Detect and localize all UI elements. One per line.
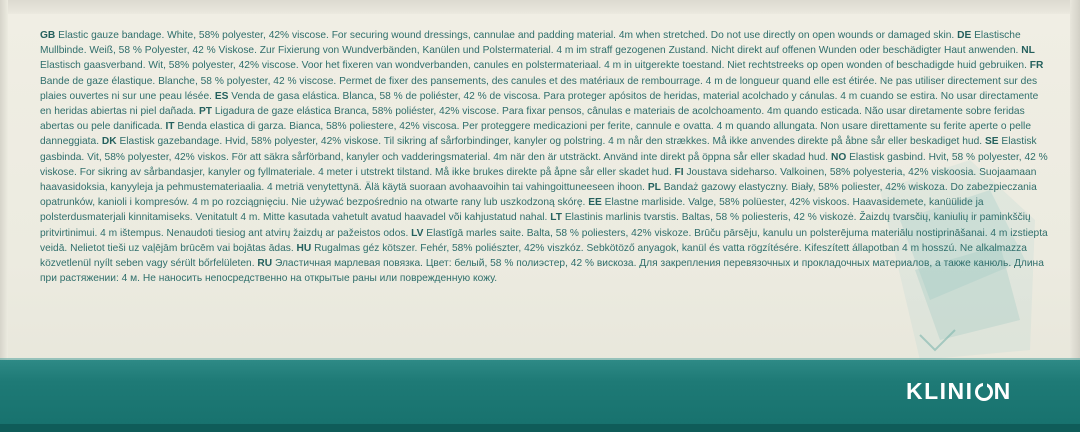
language-code: LT: [550, 212, 562, 224]
language-text: Elastisch gaasverband. Wit, 58% polyester, 42% viscose. Voor het fixeren van wondverbanden, canules en polstermateriaal. 4 m in uitgerekte toestand. Niet rechtstreeks op open wonden of beschadigde huid gebruiken.: [40, 60, 1027, 72]
language-text: Elastisk gazebandage. Hvid, 58% polyester, 42% viskose. Til sikring af sårforbindinger, kanyler og polstring. 4 m når den strækkes. Må ikke anvendes direkte på åbne sår eller beskadiget hud.: [119, 136, 983, 148]
language-code: RU: [257, 258, 273, 270]
language-text: Bande de gaze élastique. Blanche, 58 % polyester, 42 % viscose. Permet de fixer des pansements, des canules et des matériaux de rembourrage. 4 m de longueur quand elle est étirée. Ne pas utiliser directement sur des plaies ouvertes ni sur une peau lésée.: [40, 75, 1038, 102]
language-text: Bandaż gazowy elastyczny. Biały, 58% poliester, 42% wiskoza. Do zabezpieczania opatrunków, kanioli i kompresów. 4 m po rozciągnięciu. Nie używać bezpośrednio na otwarte rany lub uszkodzoną skórę.: [40, 182, 1037, 209]
language-entry-gb: [40, 30, 957, 41]
language-text: Elastic gauze bandage. White, 58% polyester, 42% viscose. For securing wound dressings, cannulae and padding material. 4m when stretched. Do not use directly on open wounds or damaged skin.: [58, 30, 955, 41]
language-text: Elastīgā marles saite. Balta, 58 % poliesters, 42% viskoze. Brūču pārsēju, kanulu un polsterējuma materiālu nostiprināšanai. 4 m izstiepta veidā. Nelietot tieši uz vaļējām brūcēm vai bojātas ādas.: [40, 227, 1048, 254]
language-text: Rugalmas géz kötszer. Fehér, 58% poliészter, 42% viszkóz. Sebkötöző anyagok, kanül és vatta rögzítésére. Kifeszített állapotban 4 m hosszú. Ne alkalmazza közvetlenül nyílt seben vagy sérült bőrfelületen.: [40, 242, 1027, 270]
box-top-edge: [0, 0, 1080, 14]
language-code: EE: [588, 197, 602, 209]
language-text: Elastinis marlinis tvarstis. Baltas, 58 % poliesteris, 42 % viskozė. Žaizdų tvarsčių, kaniulių ir paminkščių pritvirtinimui. 4 m ištempus. Nenaudoti tiesiog ant atvirų žaizdų ar pažeistos odos.: [40, 212, 1031, 239]
language-code: LV: [411, 227, 424, 239]
language-code: DE: [957, 30, 972, 41]
language-code: FI: [674, 166, 684, 178]
language-code: IT: [165, 121, 175, 133]
language-code: PL: [647, 182, 661, 194]
language-code: FR: [1029, 60, 1044, 72]
language-text: Эластичная марлевая повязка. Цвет: белый, 58 % полиэстер, 42 % вискоза. Для закрепления перевязочных и прокладочных материалов, а также канюль. Длина при растяжении: 4 м. Не наносить непосредственно на открытые раны или поврежденную кожу.: [40, 258, 1044, 285]
language-entry-dk: [102, 136, 985, 147]
language-code: NO: [830, 151, 847, 163]
language-text: Elastisk gasbinda. Vit, 58% polyester, 42% viskos. För att säkra sårförband, kanyler och vadderingsmaterial. 4m när den är utsträckt. Använd inte direkt på öppna sår eller skadad hud.: [40, 136, 1037, 163]
language-code: PT: [198, 106, 212, 118]
language-code: DK: [101, 136, 117, 148]
language-code: ES: [214, 90, 229, 102]
logo-o-power-icon: [975, 383, 993, 401]
language-text: Elastisk gasbind. Hvit, 58 % polyester, 42 % viskose. For sikring av sårbandasjer, kanyler og fyllmateriale. 4 meter i utstrekt tilstand. Må ikke brukes direkte på åpne sår eller skadet hud.: [40, 151, 1048, 178]
language-text: Elastische Mullbinde. Weiß, 58 % Polyester, 42 % Viskose. Zur Fixierung von Wundverbänden, Kanülen und Polstermaterial. 4 m im straff gezogenen Zustand. Nicht direkt auf offenen Wunden oder beschädigter Haut anwenden.: [40, 30, 1021, 57]
box-bottom-lip: [0, 424, 1080, 432]
language-code: NL: [1021, 45, 1035, 57]
language-code: GB: [40, 30, 56, 41]
language-code: SE: [984, 136, 999, 148]
language-text: Ligadura de gaze elástica Branca, 58% poliéster, 42% viscose. Para fixar pensos, cânulas e materiais de acolchoamento. 4m quando esticada. Não usar diretamente sobre feridas abertas ou pele danificada.: [40, 106, 1025, 133]
multilingual-description: [40, 28, 1050, 286]
language-text: Elastne marliside. Valge, 58% polüester, 42% viskoos. Haavasidemete, kanüülide ja polsterdusmaterjali kinnitamiseks. Venitatult 4 m. Mitte kasutada vahetult avatud haavadel või kahjustatud nahal.: [40, 197, 984, 224]
logo-text-start: KLINI: [906, 378, 974, 404]
logo-text-end: N: [993, 378, 1012, 404]
language-text: Venda de gasa elástica. Blanca, 58 % de poliéster, 42 % de viscosa. Para proteger apósitos de heridas, material acolchado y cánulas. 4 m cuando se estira. No usar directamente en heridas abiertas ni piel dañada.: [40, 90, 1039, 118]
klinion-logo: [906, 378, 1012, 405]
language-code: HU: [296, 242, 312, 254]
language-text: Benda elastica di garza. Bianca, 58% poliestere, 42% viscosa. Per proteggere medicazioni per ferite, cannule e ovatta. 4 m quando allungata. Non usare direttamente su ferite aperte o pelle danneggiata.: [40, 121, 1032, 148]
language-text: Joustava sideharso. Valkoinen, 58% polyesteria, 42% viskoosia. Suojaamaan haavasidoksia, kanyyleja ja pehmustemateriaalia. 4 metriä venytettynä. Älä käytä suoraan avohaavoihin tai vahingoittuneeseen ihoon.: [40, 166, 1037, 194]
